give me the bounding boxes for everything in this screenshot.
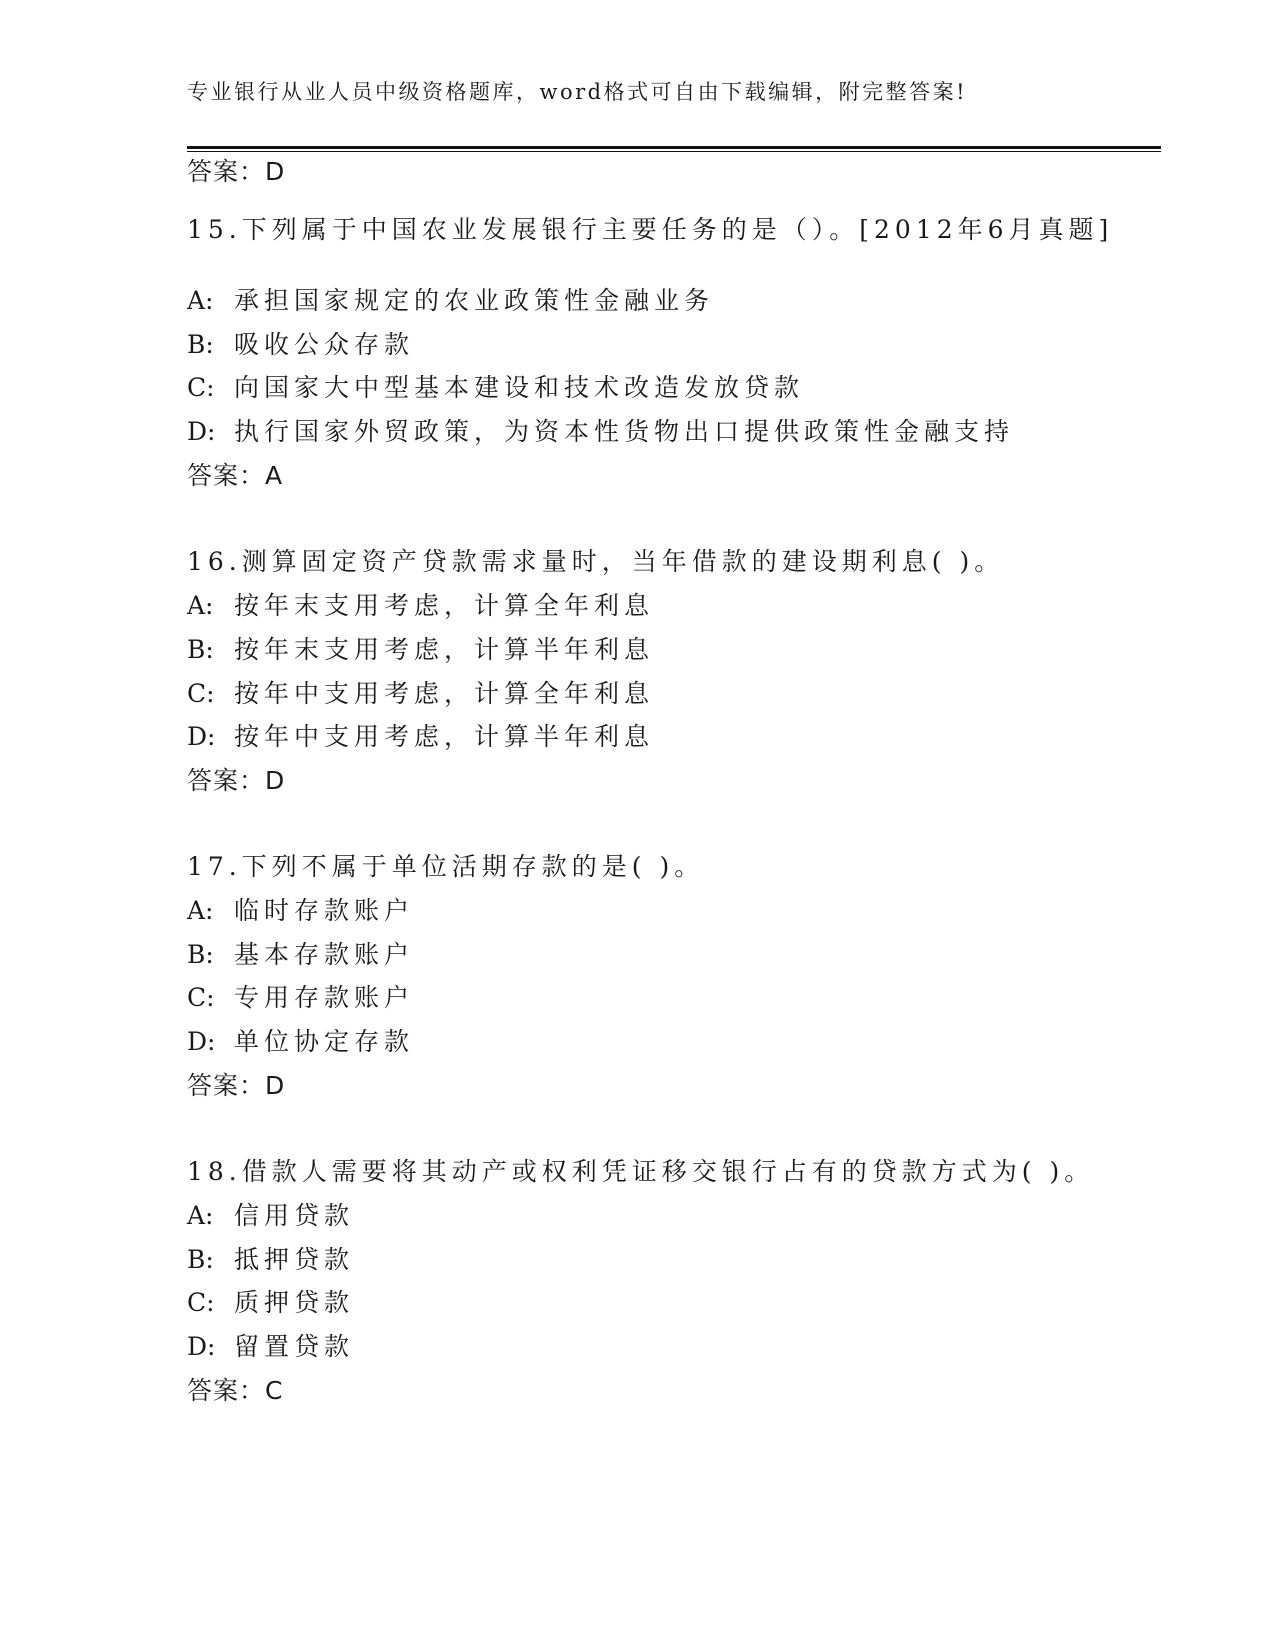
option-a xyxy=(187,590,654,622)
option-letter: D: xyxy=(187,417,216,446)
question-stem: 18.借款人需要将其动产或权利凭证移交银行占有的贷款方式为( )。 xyxy=(187,1157,1095,1186)
option-text: 按年中支用考虑，计算全年利息 xyxy=(234,679,655,708)
option-b xyxy=(187,1244,354,1276)
option-letter: A: xyxy=(187,286,214,315)
option-c xyxy=(187,1287,354,1319)
option-letter: C: xyxy=(187,1288,215,1317)
option-text: 按年末支用考虑，计算半年利息 xyxy=(234,635,655,664)
option-letter: A: xyxy=(187,896,214,925)
option-letter: B: xyxy=(187,940,214,969)
option-letter: B: xyxy=(187,1245,214,1274)
option-d xyxy=(187,1331,354,1363)
option-text: 单位协定存款 xyxy=(234,1027,415,1056)
option-d xyxy=(187,721,654,753)
option-text: 信用贷款 xyxy=(234,1201,355,1230)
header-divider-thin xyxy=(187,151,1161,152)
answer-line: 答案：D xyxy=(187,766,286,795)
option-d xyxy=(187,1026,414,1058)
option-letter: A: xyxy=(187,591,214,620)
answer-line: 答案：C xyxy=(187,1376,284,1405)
answer-line: 答案：D xyxy=(187,157,286,186)
answer-line: 答案：A xyxy=(187,461,284,490)
option-a xyxy=(187,1200,354,1232)
option-a xyxy=(187,895,414,927)
option-text: 按年中支用考虑，计算半年利息 xyxy=(234,722,655,751)
option-text: 执行国家外贸政策，为资本性货物出口提供政策性金融支持 xyxy=(234,417,1015,446)
option-letter: A: xyxy=(187,1201,214,1230)
option-letter: B: xyxy=(187,635,214,664)
option-c xyxy=(187,678,654,710)
option-letter: D: xyxy=(187,1027,216,1056)
option-text: 专用存款账户 xyxy=(234,983,415,1012)
option-c xyxy=(187,982,414,1014)
option-text: 向国家大中型基本建设和技术改造发放贷款 xyxy=(234,373,805,402)
answer-line: 答案：D xyxy=(187,1071,286,1100)
option-letter: C: xyxy=(187,679,215,708)
option-letter: B: xyxy=(187,330,214,359)
header-divider xyxy=(187,146,1161,149)
option-letter: D: xyxy=(187,722,216,751)
option-text: 临时存款账户 xyxy=(234,896,415,925)
option-text: 留置贷款 xyxy=(234,1332,355,1361)
option-text: 承担国家规定的农业政策性金融业务 xyxy=(234,286,715,315)
option-b xyxy=(187,634,654,666)
option-text: 抵押贷款 xyxy=(234,1245,355,1274)
question-stem: 15.下列属于中国农业发展银行主要任务的是（）。[2012年6月真题] xyxy=(187,215,1114,244)
option-c xyxy=(187,372,804,404)
option-b xyxy=(187,939,414,971)
option-text: 按年末支用考虑，计算全年利息 xyxy=(234,591,655,620)
question-stem: 17.下列不属于单位活期存款的是( )。 xyxy=(187,852,705,881)
page-header: 专业银行从业人员中级资格题库，word格式可自由下载编辑，附完整答案! xyxy=(187,80,968,104)
option-letter: C: xyxy=(187,983,215,1012)
option-d xyxy=(187,416,1014,448)
option-a xyxy=(187,285,714,317)
option-text: 质押贷款 xyxy=(234,1288,355,1317)
option-letter: C: xyxy=(187,373,215,402)
question-stem: 16.测算固定资产贷款需求量时，当年借款的建设期利息( )。 xyxy=(187,547,1005,576)
option-text: 基本存款账户 xyxy=(234,940,415,969)
option-text: 吸收公众存款 xyxy=(234,330,415,359)
option-letter: D: xyxy=(187,1332,216,1361)
option-b xyxy=(187,329,414,361)
